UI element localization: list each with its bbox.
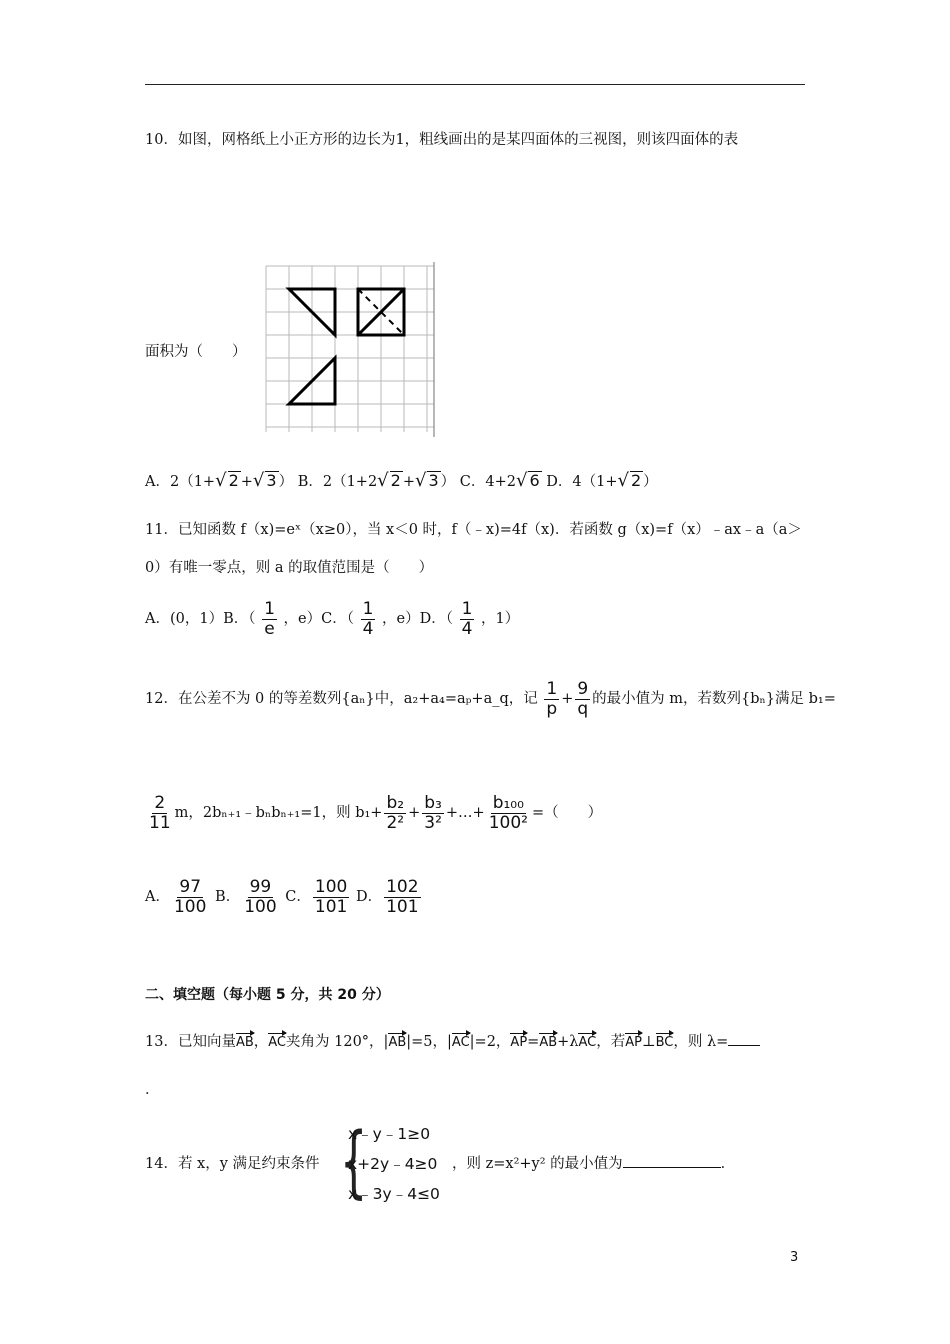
page-number: 3 — [790, 1250, 799, 1265]
q11-line2: 0）有唯一零点，则 a 的取值范围是（ ） — [145, 560, 434, 576]
option-b-fraction: $\frac{99}{100}$ — [244, 877, 277, 917]
q10-option-a: A．2（1+√ 2 +√ 3 ） — [145, 470, 294, 491]
q12-line1: 12．在公差不为 0 的等差数列{aₙ}中，a₂+a₄=aₚ+a_q，记 $\frac{1}{p}$ + $\frac{9}{q}$ 的最小值为 m，若数列{bₙ}满足 b₁= — [145, 679, 836, 719]
vector-bc: BC — [656, 1032, 674, 1050]
q12-line2: $\frac{2}{11}$ m，2bₙ₊₁﹣bₙbₙ₊₁=1，则 b₁+ $\frac{\text{b₂}}{\text{2²}}$ + $\frac{\text{b₃}}{\text{3²}}$ +…+ $\frac{\text{b₁₀₀}}{\text{100²}}$ =（ ） — [149, 793, 603, 833]
constraint-1: x﹣y﹣1≥0 — [348, 1125, 431, 1143]
vector-ac: AC — [578, 1032, 596, 1050]
three-view-grid-figure — [262, 262, 438, 437]
fraction-1-over-p: $\frac{1}{p}$ — [546, 679, 558, 719]
vector-ab: AB — [539, 1032, 557, 1050]
q10-option-c: C．4+2√ 6 — [459, 470, 540, 491]
answer-blank[interactable] — [728, 1045, 760, 1046]
constraint-2: x+2y﹣4≥0 — [348, 1155, 438, 1173]
q12-options: A． $\frac{97}{100}$ B． $\frac{99}{100}$ C． $\frac{100}{101}$ D． $\frac{102}{101}$ — [145, 877, 419, 917]
fraction-b2-over-2sq: $\frac{\text{b₂}}{\text{2²}}$ — [386, 793, 405, 833]
option-c-fraction: $\frac{100}{101}$ — [314, 877, 348, 917]
vector-ac: AC — [268, 1032, 286, 1050]
left-brace: { — [340, 1117, 368, 1207]
constraint-system — [340, 1117, 460, 1210]
fraction-1-over-e: $\frac{1}{e}$ — [264, 599, 275, 639]
fraction-1-over-4: $\frac{1}{4}$ — [362, 599, 374, 639]
answer-blank[interactable] — [623, 1167, 721, 1168]
fraction-b100-over-100sq: $\frac{\text{b₁₀₀}}{\text{100²}}$ — [488, 793, 528, 833]
q13-dot: ． — [145, 1082, 160, 1098]
q14-pre: 14．若 x，y 满足约束条件 — [145, 1156, 320, 1172]
header-rule — [145, 84, 805, 85]
constraint-3: x﹣3y﹣4≤0 — [348, 1185, 440, 1203]
q13-line: 13．已知向量AB，AC夹角为 120°，|AB|=5，|AC|=2，AP=AB+λAC，若AP⊥BC，则 λ= — [145, 1030, 760, 1051]
option-d-fraction: $\frac{102}{101}$ — [386, 877, 419, 917]
q10-options — [145, 470, 658, 491]
fraction-2-over-11: $\frac{2}{11}$ — [149, 793, 171, 833]
q10-line1: 10．如图，网格纸上小正方形的边长为1，粗线画出的是某四面体的三视图，则该四面体的表 — [145, 132, 739, 148]
vector-ab: AB — [388, 1032, 406, 1050]
fraction-b3-over-3sq: $\frac{\text{b₃}}{\text{3²}}$ — [424, 793, 442, 833]
section-heading: 二、填空题（每小题 5 分，共 20 分） — [145, 987, 390, 1003]
fraction-9-over-q: $\frac{9}{q}$ — [577, 679, 589, 719]
vector-ap: AP — [510, 1032, 527, 1050]
q11-options: A．(0，1）B．（ $\frac{1}{e}$ ，e）C．（ $\frac{1}{4}$ ，e）D．（ $\frac{1}{4}$ ，1） — [145, 599, 520, 639]
q10-line2: 面积为（ ） — [145, 344, 247, 360]
fraction-1-over-4: $\frac{1}{4}$ — [461, 599, 473, 639]
vector-ac: AC — [452, 1032, 470, 1050]
q11-line1: 11．已知函数 f（x)=eˣ（x≥0），当 x＜0 时，f（﹣x)=4f（x)．若函数 g（x)=f（x）﹣ax﹣a（a＞ — [145, 522, 802, 538]
q14-post: ，则 z=x²+y² 的最小值为 ． — [452, 1156, 736, 1172]
vector-ap: AP — [625, 1032, 642, 1050]
q10-option-b: B．2（1+2√ 2 +√ 3 ） — [297, 470, 456, 491]
q10-option-d: D．4（1+√ 2 ） — [546, 470, 658, 491]
vector-ab: AB — [236, 1032, 254, 1050]
option-a-fraction: $\frac{97}{100}$ — [173, 877, 207, 917]
